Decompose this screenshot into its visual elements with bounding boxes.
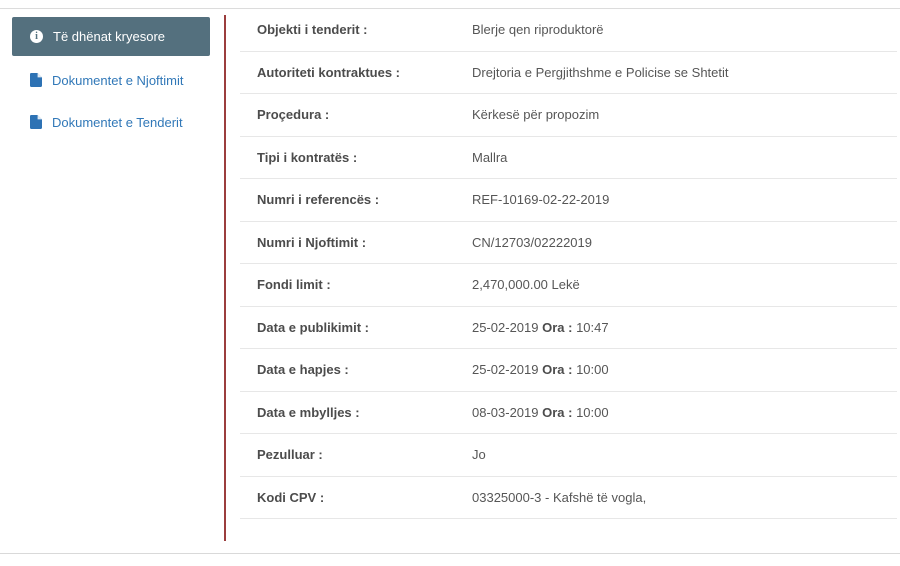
detail-value: 03325000-3 - Kafshë të vogla,	[472, 489, 647, 505]
detail-label: Data e publikimit :	[257, 319, 369, 335]
detail-row-objekti-i-tenderit	[240, 9, 897, 52]
sidebar-item-label: Dokumentet e Njoftimit	[52, 72, 184, 88]
detail-value: Drejtoria e Pergjithshme e Policise se Shtetit	[472, 64, 729, 80]
detail-row-kodi-cpv	[240, 477, 897, 520]
detail-row-tipi-i-kontrates	[240, 137, 897, 180]
detail-value: Kërkesë për propozim	[472, 107, 600, 123]
sidebar-item-label: Të dhënat kryesore	[53, 29, 166, 44]
detail-value: 08-03-2019 Ora : 10:00	[472, 404, 609, 420]
detail-row-procedura	[240, 94, 897, 137]
detail-value: 25-02-2019 Ora : 10:47	[472, 319, 609, 335]
detail-row-data-e-mbylljes	[240, 392, 897, 435]
vertical-divider	[224, 15, 226, 541]
detail-value: Jo	[472, 447, 486, 463]
detail-row-numri-i-njoftimit	[240, 222, 897, 265]
detail-value: Blerje qen riproduktorë	[472, 22, 604, 38]
detail-row-data-e-hapjes	[240, 349, 897, 392]
detail-value: CN/12703/02222019	[472, 234, 592, 250]
sidebar-item-dokumentet-e-tenderit[interactable]	[12, 112, 210, 132]
bottom-divider	[0, 553, 900, 554]
tender-details-table	[240, 9, 897, 519]
detail-value: 2,470,000.00 Lekë	[472, 277, 580, 293]
detail-label: Pezulluar :	[257, 447, 323, 463]
detail-value: REF-10169-02-22-2019	[472, 192, 610, 208]
sidebar-item-dokumentet-e-njoftimit[interactable]	[12, 70, 210, 90]
detail-label: Fondi limit :	[257, 277, 331, 293]
detail-row-fondi-limit	[240, 264, 897, 307]
detail-value: Mallra	[472, 149, 508, 165]
detail-label: Kodi CPV :	[257, 489, 325, 505]
detail-label: Objekti i tenderit :	[257, 22, 368, 38]
detail-label: Data e hapjes :	[257, 362, 349, 378]
detail-row-pezulluar	[240, 434, 897, 477]
document-icon	[30, 73, 42, 87]
detail-label: Tipi i kontratës :	[257, 149, 358, 165]
sidebar-nav	[12, 17, 210, 132]
document-icon	[30, 115, 42, 129]
detail-label: Numri i referencës :	[257, 192, 380, 208]
detail-label: Data e mbylljes :	[257, 404, 360, 420]
info-icon: i	[30, 30, 43, 43]
sidebar-item-te-dhenat-kryesore[interactable]	[12, 17, 210, 56]
detail-row-data-e-publikimit	[240, 307, 897, 350]
detail-label: Autoriteti kontraktues :	[257, 64, 401, 80]
detail-label: Proçedura :	[257, 107, 330, 123]
detail-value: 25-02-2019 Ora : 10:00	[472, 362, 609, 378]
sidebar-item-label: Dokumentet e Tenderit	[52, 114, 183, 130]
detail-row-autoriteti-kontraktues	[240, 52, 897, 95]
detail-label: Numri i Njoftimit :	[257, 234, 367, 250]
detail-row-numri-i-references	[240, 179, 897, 222]
